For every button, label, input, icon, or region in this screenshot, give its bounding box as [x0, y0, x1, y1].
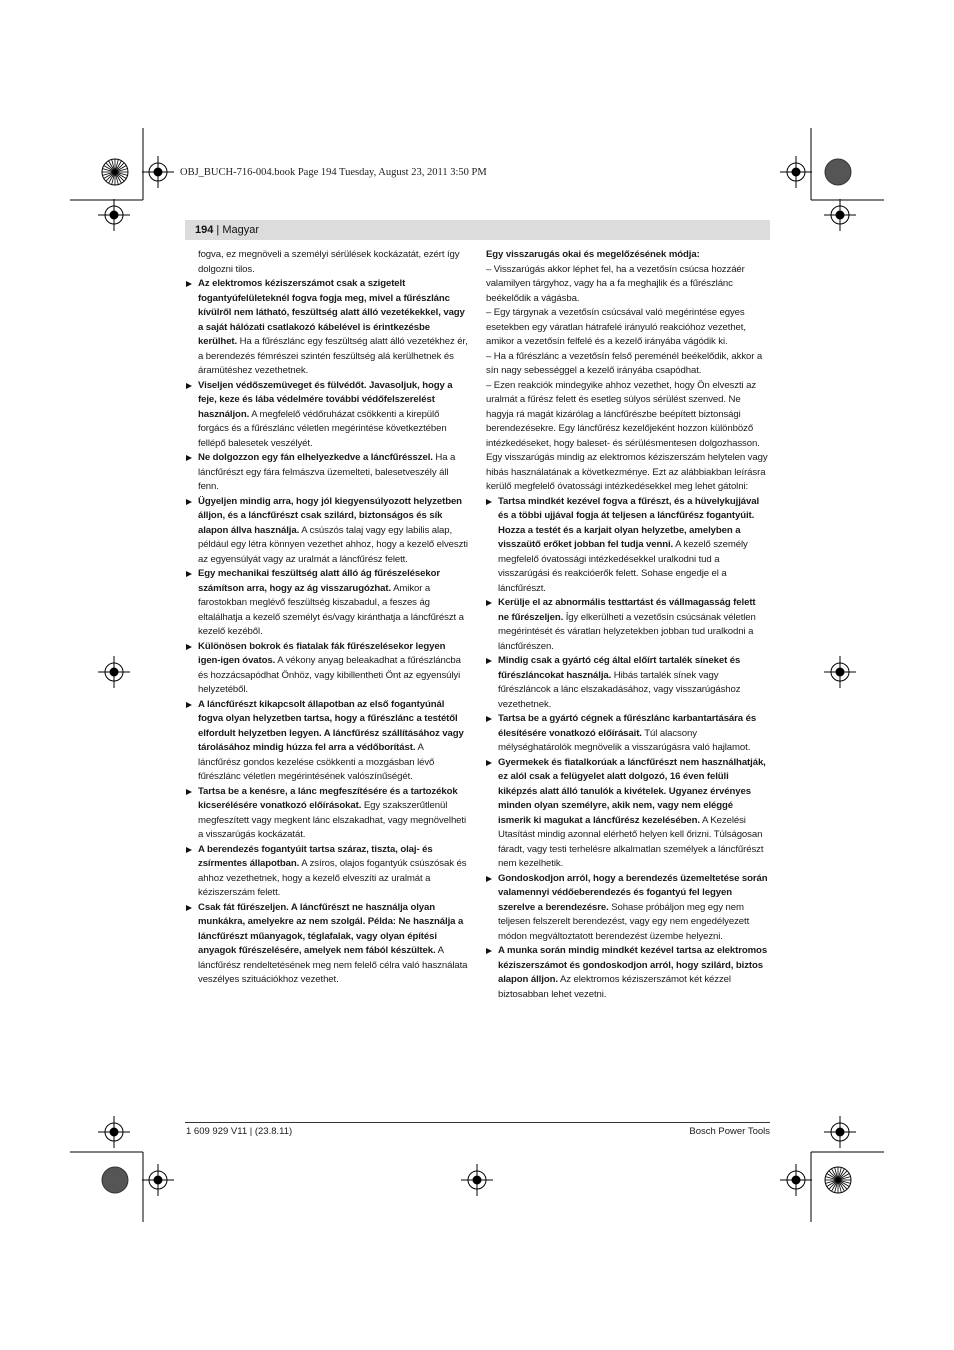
bold-lead: Mindig csak a gyártó cég által előírt tartalék síneket és fűrészláncokat használja.: [498, 655, 741, 681]
starburst-ray: [109, 172, 116, 183]
crosshair-mark: [831, 663, 849, 681]
starburst-ray: [825, 1180, 838, 1183]
bullet-triangle-icon: [186, 281, 192, 287]
bold-lead: Tartsa mindkét kezével fogva a fűrészt, és a hüvelykujjával és a többi ujjával fogja át teljesen a láncfűrész fogantyúit. Hozza a testét és a karjait olyan helyzetbe, amelyben a visszaütő erőket jobban fel tudja venni.: [498, 495, 760, 550]
paragraph: [486, 451, 768, 495]
bullet-paragraph: [486, 872, 768, 945]
starburst-ray: [109, 161, 116, 172]
bullet-triangle-icon: [186, 644, 192, 650]
body-text: Ha a fűrészlánc egy feszültség alatt álló vezetékhez ér, a berendezés fémrészei szintén feszültség alá kerülhetnek és áramütéshez vezethetnek.: [198, 336, 468, 376]
bold-lead: Gyermekek és fiatalkorúak a láncfűrészt nem használhatják, ez alól csak a felügyelet alatt dolgozó, 16 éven felüli kiképzés alatt álló tanulók a kivételek. Ugyanez érvényes minden olyan személyre, akik nem, vagy nem eléggé ismerik ki magukat a láncfűrész kezelésében.: [498, 756, 766, 826]
body-text: Egy szakszerűtlenül megfeszített vagy megkent lánc elszakadhat, vagy megnövelheti a visszarúgás kockázatát.: [198, 800, 467, 840]
starburst-ray: [106, 172, 115, 181]
crosshair-mark: [105, 1123, 123, 1141]
bold-lead: Csak fát fűrészeljen. A láncfűrészt ne használja olyan munkákra, amelyekre az nem szolgál. Példa: Ne használja a láncfűrészt műanyagok, téglafalak, vagy olyan építési anyagok fűrészelésére, amelyek nem fából készültek.: [198, 901, 464, 956]
bullet-paragraph: [486, 756, 768, 872]
bullet-triangle-icon: [186, 455, 192, 461]
body-text: A zsíros, olajos fogantyúk csúszósak és ahhoz vezethetnek, hogy a kezelő elveszíti az uralmát a kéziszerszám felett.: [198, 858, 467, 898]
body-text: Egy visszarúgás mindig az elektromos kéziszerszám helytelen vagy hibás használatának a következménye. Ezt az alábbiakban leírásra kerülő megfelelő óvatossági intézkedésekkel meg lehet gátolni:: [486, 452, 768, 492]
bullet-triangle-icon: [186, 571, 192, 577]
body-text: A Kezelési Utasítást mindig azonnal elérhető helyen kell őrizni. Túlságosan fáradt, vagy testi terhelésre alkalmatlan személyek a láncfűrészt nem kezelhetik.: [498, 814, 764, 869]
starburst-mark: [102, 159, 128, 185]
crosshair-mark: [787, 1171, 805, 1189]
bold-lead: Az elektromos kéziszerszámot csak a szigetelt fogantyúfelületeknél fogva fogja meg, mivel a fűrészlánc kívülről nem látható, feszültség alatt álló vezetékekkel, vagy a saját hálózati csatlakozó kábelével is érintkezésbe kerülhet.: [198, 278, 465, 347]
bullet-triangle-icon: [486, 760, 492, 766]
bullet-paragraph: [186, 901, 468, 988]
bullet-triangle-icon: [186, 789, 192, 795]
bullet-paragraph: [186, 451, 468, 495]
crosshair-dot: [836, 668, 844, 676]
starburst-ray: [838, 1171, 847, 1180]
bullet-paragraph: [186, 785, 468, 843]
bold-lead: Tartsa be a kenésre, a lánc megfeszítésére és a tartozékok kicserélésére vonatkozó előírásokat.: [198, 785, 458, 811]
crosshair-mark: [105, 663, 123, 681]
crosshair-mark: [105, 206, 123, 224]
starburst-ray: [838, 1180, 841, 1193]
starburst-ray: [825, 1177, 838, 1180]
body-text: Így elkerülheti a vezetősín csúcsának véletlen megérintését és váratlan helyzetekben jobban tud uralkodni a láncfűrészen.: [498, 611, 756, 652]
footer-rule: [185, 1122, 770, 1123]
bold-lead: Tartsa be a gyártó cégnek a fűrészlánc karbantartására és élesítésére vonatkozó előírásait.: [498, 713, 757, 739]
bullet-paragraph: [486, 944, 768, 1002]
starburst-ray: [838, 1180, 851, 1183]
starburst-ray: [104, 172, 115, 179]
bullet-paragraph: [186, 277, 468, 379]
crosshair-dot: [154, 168, 162, 176]
starburst-ray: [115, 161, 122, 172]
starburst-ray: [115, 172, 126, 179]
bullet-paragraph: [186, 495, 468, 568]
page-number: 194: [195, 224, 214, 236]
starburst-ray: [115, 172, 128, 175]
crosshair-dot: [836, 211, 844, 219]
bullet-paragraph: [186, 379, 468, 452]
starburst-ray: [112, 172, 115, 185]
print-slug: OBJ_BUCH-716-004.book Page 194 Tuesday, August 23, 2011 3:50 PM: [180, 167, 487, 178]
body-text: Az elektromos kéziszerszámot két kézzel biztosabban lehet vezetni.: [498, 974, 731, 1000]
body-text: – Ezen reakciók mindegyike ahhoz vezethet, hogy Ön elveszti az uralmát a fűrész felett és esetleg súlyos sérülést szenved. Ne hagyja rá magát kizárólag a láncfűrészbe beépített biztonsági berendezésekre. Egy láncfűrész kezelőjeként hozzon különböző intézkedéseket, hogy baleset- és sérülésmentesen dolgozhasson.: [486, 379, 760, 449]
bullet-paragraph: [186, 843, 468, 901]
bold-lead: Ügyeljen mindig arra, hogy jól kiegyensúlyozott helyzetben álljon, és a láncfűrészt csak szilárd, biztonságos és sík alapon állva használja.: [198, 495, 462, 536]
starburst-ray: [832, 1169, 839, 1180]
starburst-ray: [835, 1167, 838, 1180]
bullet-triangle-icon: [186, 702, 192, 708]
body-text: – Visszarúgás akkor léphet fel, ha a vezetősín csúcsa hozzáér valamilyen tárgyhoz, vagy ha a fa meghajlik és a fűrészlánc beékelődik a vágásba.: [486, 263, 745, 304]
starburst-ray: [102, 172, 115, 175]
starburst-ray: [838, 1180, 845, 1191]
starburst-ray: [827, 1174, 838, 1181]
starburst-ray: [838, 1180, 849, 1187]
bullet-paragraph: [186, 567, 468, 640]
gray-dot-mark: [825, 159, 851, 185]
starburst-ray: [838, 1169, 845, 1180]
bold-lead: Egy mechanikai feszültség alatt álló ág fűrészelésekor számítson arra, hogy az ág visszarugózhat.: [198, 568, 441, 594]
crosshair-dot: [473, 1176, 481, 1184]
body-text: Amikor a farostokban meglévő feszültség kiszabadul, a feszes ág eltalálhatja a kezelő személyt és/vagy kiránthatja a láncfűrészt a kezelő kezéből.: [198, 582, 464, 637]
crosshair-mark: [149, 163, 167, 181]
starburst-ray: [829, 1180, 838, 1189]
body-text: A láncfűrész rendeltetésének meg nem felelő célra való használata veszélyes szituációkhoz vezethet.: [198, 945, 468, 985]
starburst-ray: [838, 1177, 851, 1180]
crosshair-dot: [792, 1176, 800, 1184]
bullet-paragraph: [486, 495, 768, 597]
bold-lead: A berendezés fogantyúit tartsa száraz, tiszta, olaj- és zsírmentes állapotban.: [198, 843, 433, 869]
body-text: A kezelő személy megfelelő óvatossági intézkedésekkel uralkodni tud a visszarúgási és reakcióerők felett. Sohase engedje el a láncfűrészt.: [498, 539, 748, 594]
crosshair-dot: [110, 211, 118, 219]
bold-lead: Egy visszarugás okai és megelőzésének módja:: [486, 249, 700, 260]
starburst-ray: [115, 172, 124, 181]
body-text: A láncfűrész gondos kezelése csökkenti a mozgásban lévő fűrészlánc véletlen megérintésének valószínűségét.: [198, 742, 435, 782]
crosshair-mark: [468, 1171, 486, 1189]
body-text: Sohase próbáljon meg egy nem teljesen felszerelt berendezést, vagy egy nem engedélyezett módon megváltoztatott berendezést üzembe helyezni.: [498, 901, 750, 942]
paragraph: [486, 350, 768, 379]
starburst-ray: [829, 1171, 838, 1180]
bullet-triangle-icon: [486, 876, 492, 882]
starburst-ray: [106, 163, 115, 172]
bold-lead: Viseljen védőszemüveget és fülvédőt. Javasoljuk, hogy a feje, keze és lába védelmére további védőfelszerelést használjon.: [198, 379, 453, 420]
starburst-ray: [838, 1180, 847, 1189]
crosshair-dot: [110, 1128, 118, 1136]
bullet-paragraph: [186, 640, 468, 698]
starburst-ray: [104, 166, 115, 173]
crosshair-dot: [110, 668, 118, 676]
footer-publisher: Bosch Power Tools: [689, 1126, 770, 1137]
body-text: Túl alacsony mélységhatárolók megnövelik a visszarúgásra való hajlamot.: [498, 727, 751, 753]
crosshair-mark: [831, 1123, 849, 1141]
left-column: [186, 248, 468, 988]
paragraph: [186, 248, 468, 277]
header-separator: |: [213, 224, 223, 236]
bullet-triangle-icon: [486, 948, 492, 954]
bold-lead: A láncfűrészt kikapcsolt állapotban az első fogantyúnál fogva olyan helyzetben tartsa, hogy a fűrészlánc a testétől elfordult helyzetben legyen. A láncfűrész szállításához vagy tárolásához mindig húzza fel arra a védőborítást.: [198, 698, 464, 753]
crosshair-mark: [787, 163, 805, 181]
bullet-triangle-icon: [186, 383, 192, 389]
starburst-ray: [102, 169, 115, 172]
page-header: [195, 224, 259, 236]
crosshair-mark: [831, 206, 849, 224]
bold-lead: Ne dolgozzon egy fán elhelyezkedve a láncfűrésszel.: [198, 452, 433, 463]
bold-lead: Gondoskodjon arról, hogy a berendezés üzemeltetése során valamennyi védőeberendezés és fogantyú fel legyen szerelve a berendezésre.: [498, 872, 768, 913]
right-column: [486, 248, 768, 1002]
bullet-triangle-icon: [186, 905, 192, 911]
body-text: – Ha a fűrészlánc a vezetősín felső pereménél beékelődik, akkor a sín nagy sebességgel a kezelő irányába csapódhat.: [486, 350, 763, 376]
starburst-ray: [115, 166, 126, 173]
paragraph: [486, 306, 768, 350]
starburst-ray: [115, 169, 128, 172]
header-language: Magyar: [222, 224, 260, 236]
starburst-ray: [832, 1180, 839, 1191]
crosshair-dot: [154, 1176, 162, 1184]
bullet-triangle-icon: [486, 600, 492, 606]
crosshair-dot: [792, 168, 800, 176]
bullet-triangle-icon: [186, 499, 192, 505]
starburst-ray: [112, 159, 115, 172]
starburst-mark: [825, 1167, 851, 1193]
starburst-ray: [115, 172, 122, 183]
gray-dot-mark: [102, 1167, 128, 1193]
bullet-paragraph: [486, 596, 768, 654]
bullet-triangle-icon: [486, 499, 492, 505]
page-header-bar: [185, 220, 770, 240]
footer-doc-number: 1 609 929 V11 | (23.8.11): [186, 1126, 293, 1137]
bullet-triangle-icon: [186, 847, 192, 853]
starburst-ray: [115, 172, 118, 185]
paragraph: [486, 379, 768, 452]
bullet-triangle-icon: [486, 716, 492, 722]
crosshair-dot: [836, 1128, 844, 1136]
starburst-ray: [838, 1174, 849, 1181]
paragraph: [486, 248, 768, 263]
body-text: fogva, ez megnöveli a személyi sérülések kockázatát, ezért így dolgozni tilos.: [198, 249, 460, 275]
bullet-triangle-icon: [486, 658, 492, 664]
body-text: Hibás tartalék sínek vagy fűrészláncok a lánc elszakadásához, vagy visszarúgáshoz vezethetnek.: [498, 669, 741, 710]
body-text: Ha a láncfűrészt egy fára felmászva üzemelteti, balesetveszély áll fenn.: [198, 452, 456, 492]
paragraph: [486, 263, 768, 307]
starburst-ray: [827, 1180, 838, 1187]
bullet-paragraph: [486, 654, 768, 712]
starburst-ray: [115, 163, 124, 172]
crosshair-mark: [149, 1171, 167, 1189]
bold-lead: A munka során mindig mindkét kezével tartsa az elektromos kéziszerszámot és gondoskodjon arról, hogy szilárd, biztos alapon álljon.: [498, 945, 768, 985]
bold-lead: Kerülje el az abnormális testtartást és vállmagasság felett ne fűrészeljen.: [498, 597, 756, 623]
body-text: A megfelelő védőruházat csökkenti a kirepülő forgács és a fűrészlánc véletlen megérintése következtében fellépő balesetek veszélyét.: [198, 408, 447, 449]
body-text: A csúszós talaj vagy egy labilis alap, például egy létra könnyen vezethet ahhoz, hogy a kezelő elveszti az egyensúlyát vagy az uralmát a láncfűrész felett.: [198, 524, 468, 565]
bullet-paragraph: [186, 698, 468, 785]
starburst-ray: [115, 159, 118, 172]
body-text: – Egy tárgynak a vezetősín csúcsával való megérintése egyes esetekben egy váratlan hátrafelé irányuló reakcióhoz vezethet, amikor a vezetősín felfelé és a kezelő irányába vágódik ki.: [486, 307, 746, 347]
starburst-ray: [835, 1180, 838, 1193]
bullet-paragraph: [486, 712, 768, 756]
body-text: A vékony anyag beleakadhat a fűrészláncba és hozzácsapódhat Önhöz, vagy kibillentheti Önt az egyensúlyi helyzetéből.: [198, 655, 461, 695]
bold-lead: Különösen bokrok és fiatalak fák fűrészelésekor legyen igen-igen óvatos.: [198, 640, 446, 666]
starburst-ray: [838, 1167, 841, 1180]
